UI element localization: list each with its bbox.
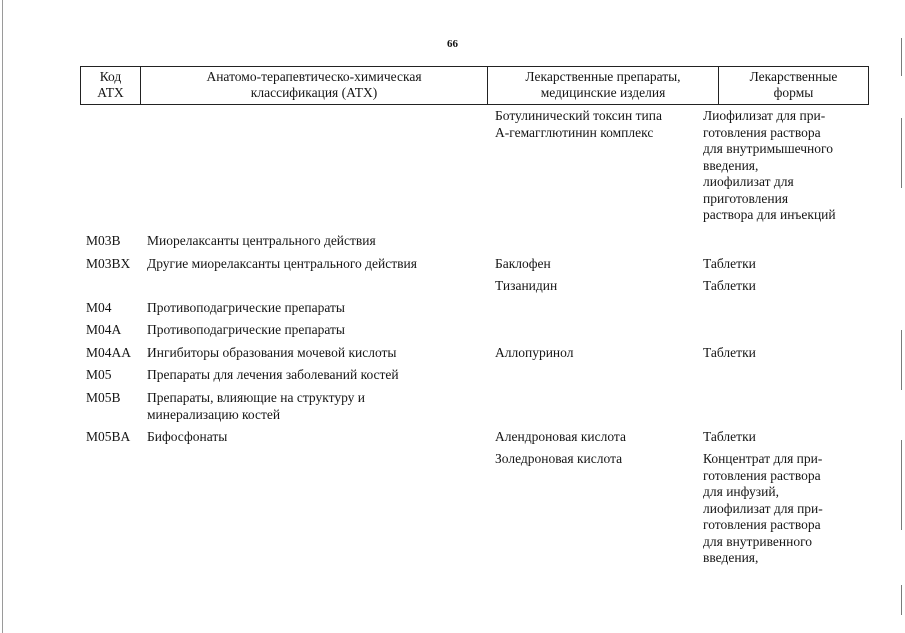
scan-right-edge [901, 585, 902, 615]
header-forms: Лекарственные формы [719, 67, 869, 105]
table-row-code: M03BX [86, 256, 131, 271]
scan-right-edge [901, 118, 902, 188]
header-classification: Анатомо-терапевтическо-химическая классификация (АТХ) [141, 67, 488, 105]
table-row-name: Бифосфонаты [147, 429, 228, 444]
scan-right-edge [901, 330, 902, 390]
table-row-code: M05 [86, 367, 112, 382]
table-row-name: Препараты для лечения заболеваний костей [147, 367, 399, 382]
table-row-form: Таблетки [703, 256, 756, 271]
table-row-drug: Ботулинический токсин типа А-гемагглютинин комплекс [495, 108, 662, 140]
table-header [80, 66, 869, 105]
table-row-code: M04AA [86, 345, 132, 360]
table-row-code: M04A [86, 322, 122, 337]
header-code: Код АТХ [81, 67, 141, 105]
table-row-form: Таблетки [703, 278, 756, 293]
table-row-name: Ингибиторы образования мочевой кислоты [147, 345, 397, 360]
table-row-form: Лиофилизат для при- готовления раствора для внутримышечного введения, лиофилизат для приготовления раствора для инъекций [703, 108, 836, 222]
header-drugs: Лекарственные препараты, медицинские изделия [488, 67, 719, 105]
scan-right-edge [901, 440, 902, 530]
table-row-form: Концентрат для при- готовления раствора для инфузий, лиофилизат для при- готовления раствора для внутривенного введения, [703, 451, 823, 565]
table-row-code: M05BA [86, 429, 131, 444]
table-row-code: M03B [86, 233, 121, 248]
page-number: 66 [447, 38, 458, 50]
table-row-name: Миорелаксанты центрального действия [147, 233, 376, 248]
table-row-code: M05B [86, 390, 121, 405]
table-row-name: Противоподагрические препараты [147, 300, 345, 315]
table-row-form: Таблетки [703, 345, 756, 360]
table-row-drug: Тизанидин [495, 278, 558, 293]
table-row-form: Таблетки [703, 429, 756, 444]
table-row-drug: Алендроновая кислота [495, 429, 626, 444]
table-row-code: M04 [86, 300, 112, 315]
table-row-name: Противоподагрические препараты [147, 322, 345, 337]
scan-left-edge [2, 0, 3, 633]
table-row-drug: Аллопуринол [495, 345, 574, 360]
table-row-name: Другие миорелаксанты центрального действия [147, 256, 417, 271]
table-row-drug: Золедроновая кислота [495, 451, 623, 466]
table-row-name: Препараты, влияющие на структуру и минерализацию костей [147, 390, 366, 422]
table-row-drug: Баклофен [495, 256, 551, 271]
